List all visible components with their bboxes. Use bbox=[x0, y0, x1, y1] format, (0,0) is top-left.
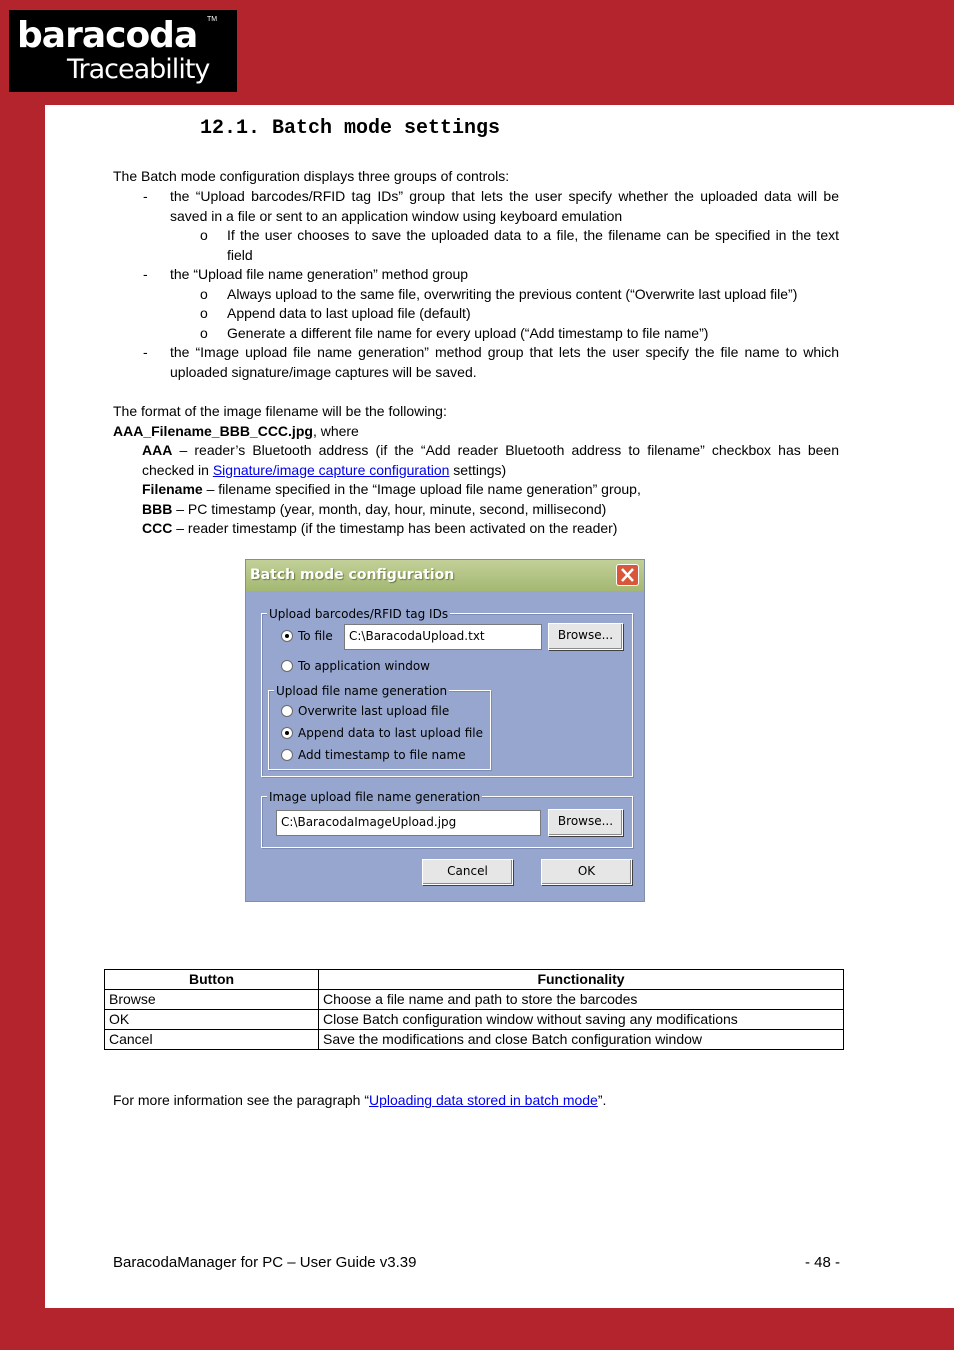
sub-bullet-mark: o bbox=[200, 227, 208, 243]
sub-bullet-timestamp: Generate a different file name for every upload (“Add timestamp to file name”) bbox=[227, 325, 709, 341]
table-cell: Browse bbox=[105, 990, 319, 1010]
table-cell: Close Batch configuration window without saving any modifications bbox=[319, 1010, 844, 1030]
def-aaa bbox=[142, 441, 839, 480]
def-aaa-text: – reader’s Bluetooth address (if the “Add reader Bluetooth address to filename” checkbox has been checked in bbox=[142, 442, 839, 478]
bullet-image-group: the “Image upload file name generation” method group that lets the user specify the file name to which uploaded signature/image captures will be saved. bbox=[170, 344, 839, 380]
more-info-text bbox=[113, 1091, 606, 1111]
cancel-button[interactable]: Cancel bbox=[422, 859, 513, 885]
footer-title: BaracodaManager for PC – User Guide v3.39 bbox=[113, 1254, 417, 1271]
image-file-path-input[interactable]: C:\BaracodaImageUpload.jpg bbox=[276, 810, 541, 836]
button-functionality-table bbox=[104, 969, 844, 1050]
def-filename-term: Filename bbox=[142, 481, 203, 497]
sub-bullet-filename: If the user chooses to save the uploaded data to a file, the filename can be specified in the text field bbox=[227, 227, 839, 263]
table-row bbox=[105, 1030, 844, 1050]
image-group-label: Image upload file name generation bbox=[269, 790, 481, 804]
to-app-window-radio[interactable] bbox=[281, 660, 293, 672]
timestamp-radio[interactable] bbox=[281, 749, 293, 761]
sub-bullet-mark: o bbox=[200, 286, 208, 302]
logo-subtitle: Traceability bbox=[67, 54, 210, 85]
to-app-window-label: To application window bbox=[298, 659, 430, 673]
more-info-pre: For more information see the paragraph “ bbox=[113, 1092, 370, 1108]
format-line bbox=[113, 422, 359, 442]
def-ccc bbox=[142, 519, 617, 539]
dialog-title: Batch mode configuration bbox=[250, 567, 455, 583]
format-where: , where bbox=[312, 423, 359, 439]
def-filename bbox=[142, 480, 641, 500]
page-number: - 48 - bbox=[804, 1254, 840, 1271]
upload-file-path-input[interactable]: C:\BaracodaUpload.txt bbox=[344, 624, 542, 650]
ok-button[interactable]: OK bbox=[541, 859, 632, 885]
browse-button[interactable]: Browse... bbox=[548, 623, 623, 650]
format-name: AAA_Filename_BBB_CCC.jpg bbox=[113, 423, 313, 439]
upload-group-label: Upload barcodes/RFID tag IDs bbox=[269, 607, 449, 621]
to-file-radio[interactable] bbox=[281, 630, 293, 642]
section-heading: 12.1. Batch mode settings bbox=[200, 117, 501, 140]
table-cell: Choose a file name and path to store the barcodes bbox=[319, 990, 844, 1010]
close-icon bbox=[621, 568, 634, 582]
table-cell: Save the modifications and close Batch configuration window bbox=[319, 1030, 844, 1050]
bullet-dash: - bbox=[143, 344, 148, 360]
dialog-titlebar bbox=[246, 560, 644, 591]
table-cell: OK bbox=[105, 1010, 319, 1030]
more-info-post: ”. bbox=[597, 1092, 607, 1108]
browse-image-button[interactable]: Browse... bbox=[548, 809, 623, 836]
append-label: Append data to last upload file bbox=[298, 726, 483, 740]
def-aaa-term: AAA bbox=[142, 442, 173, 458]
sub-bullet-mark: o bbox=[200, 305, 208, 321]
signature-capture-link[interactable]: Signature/image capture configuration bbox=[212, 461, 450, 478]
timestamp-label: Add timestamp to file name bbox=[298, 748, 466, 762]
intro-text: The Batch mode configuration displays three groups of controls: bbox=[113, 168, 510, 184]
def-aaa-tail: settings) bbox=[449, 461, 507, 478]
table-header-row bbox=[105, 970, 844, 990]
sub-bullet-append: Append data to last upload file (default) bbox=[227, 305, 471, 321]
sub-bullet-overwrite: Always upload to the same file, overwriting the previous content (“Overwrite last upload file”) bbox=[227, 286, 798, 302]
batch-mode-dialog bbox=[245, 559, 645, 902]
def-bbb bbox=[142, 500, 606, 520]
def-bbb-term: BBB bbox=[142, 501, 173, 517]
close-button[interactable] bbox=[616, 564, 639, 586]
header-button: Button bbox=[105, 970, 319, 990]
def-ccc-term: CCC bbox=[142, 520, 173, 536]
bullet-name-generation: the “Upload file name generation” method group bbox=[170, 266, 469, 282]
table-cell: Cancel bbox=[105, 1030, 319, 1050]
bullet-dash: - bbox=[143, 188, 148, 204]
format-intro: The format of the image filename will be the following: bbox=[113, 403, 447, 419]
bullet-dash: - bbox=[143, 266, 148, 282]
sub-bullet-mark: o bbox=[200, 325, 208, 341]
def-ccc-text: – reader timestamp (if the timestamp has been activated on the reader) bbox=[172, 520, 618, 536]
table-row bbox=[105, 1010, 844, 1030]
overwrite-radio[interactable] bbox=[281, 705, 293, 717]
overwrite-label: Overwrite last upload file bbox=[298, 704, 450, 718]
header-functionality: Functionality bbox=[319, 970, 844, 990]
baracoda-logo bbox=[9, 10, 237, 92]
append-radio[interactable] bbox=[281, 727, 293, 739]
batch-mode-upload-link[interactable]: Uploading data stored in batch mode bbox=[369, 1092, 598, 1108]
to-file-label: To file bbox=[298, 629, 333, 643]
name-generation-group-label: Upload file name generation bbox=[276, 684, 448, 698]
logo-trademark: TM bbox=[207, 16, 218, 23]
logo-wordmark: baracoda bbox=[17, 15, 198, 56]
bullet-upload-group: the “Upload barcodes/RFID tag IDs” group that lets the user specify whether the uploaded data will be saved in a file or sent to an application window using keyboard emulation bbox=[170, 188, 839, 224]
def-filename-text: – filename specified in the “Image upload file name generation” group, bbox=[202, 481, 641, 497]
table-row bbox=[105, 990, 844, 1010]
def-bbb-text: – PC timestamp (year, month, day, hour, minute, second, millisecond) bbox=[172, 501, 607, 517]
